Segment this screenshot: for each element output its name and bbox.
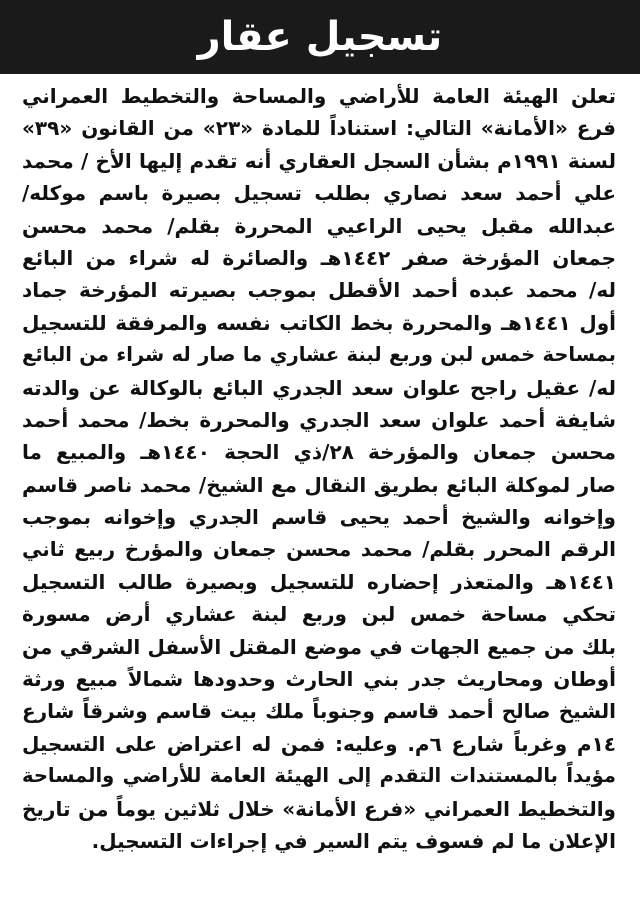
notice-line: وإخوانه والشيخ أحمد يحيى قاسم الجدري وإخوانه بموجب bbox=[22, 505, 616, 530]
notice-body bbox=[22, 80, 616, 857]
notice-line: أول ١٤٤١هـ والمحررة بخط الكاتب نفسه والمرفقة للتسجيل bbox=[22, 310, 616, 335]
notice-line: بلك من جميع الجهات في موضع المقتل الأسفل الشرقي من bbox=[22, 634, 616, 659]
notice-line: والتخطيط العمراني «فرع الأمانة» خلال ثلاثين يوماً من تاريخ bbox=[22, 796, 616, 821]
notice-line: صار لموكلة البائع بطريق النقال مع الشيخ/ محمد ناصر قاسم bbox=[22, 472, 616, 497]
notice-line: علي أحمد سعد نصاري بطلب تسجيل بصيرة باسم موكله/ bbox=[22, 181, 616, 206]
notice-line: له/ عقيل راجح علوان سعد الجدري البائع بالوكالة عن والدته bbox=[22, 375, 616, 400]
notice-line: له/ محمد عبده أحمد الأقطل بموجب بصيرته المؤرخة جماد bbox=[22, 278, 616, 303]
notice-line: فرع «الأمانة» التالي: استناداً للمادة «٢٣» من القانون «٣٩» bbox=[22, 116, 616, 141]
notice-line: ١٤م وغرباً شارع ٦م. وعليه: فمن له اعتراض على التسجيل bbox=[22, 731, 616, 756]
notice-line: جمعان المؤرخة صفر ١٤٤٢هـ والصائرة له شراء من البائع bbox=[22, 245, 616, 270]
notice-line: الشيخ صالح أحمد قاسم وجنوباً ملك بيت قاسم وشرقاً شارع bbox=[22, 699, 616, 724]
notice-title: تسجيل عقار bbox=[197, 14, 443, 60]
notice-line: تعلن الهيئة العامة للأراضي والمساحة والتخطيط العمراني bbox=[22, 84, 616, 108]
notice-header bbox=[0, 0, 640, 74]
notice-line: ١٤٤١هـ والمتعذر إحضاره للتسجيل وبصيرة طالب التسجيل bbox=[22, 569, 616, 594]
notice-line: الرقم المحرر بقلم/ محمد محسن جمعان والمؤرخ ربيع ثاني bbox=[22, 537, 616, 562]
notice-line: شايفة أحمد علوان سعد الجدري والمحررة بخط/ محمد أحمد bbox=[22, 407, 616, 432]
notice-line: أوطان ومحاريث جدر بني الحارث وحدودها شمالاً مبيع ورثة bbox=[22, 667, 616, 692]
notice-line: عبدالله مقبل يحيى الراعيي المحررة بقلم/ محمد محسن bbox=[22, 213, 616, 238]
notice-line: مؤيداً بالمستندات التقدم إلى الهيئة العامة للأراضي والمساحة bbox=[22, 764, 616, 788]
notice-line: محسن جمعان والمؤرخة ٢٨/ذي الحجة ١٤٤٠هـ والمبيع ما bbox=[22, 440, 616, 465]
notice-line: الإعلان ما لم فسوف يتم السير في إجراءات التسجيل. bbox=[91, 828, 616, 853]
notice-line: لسنة ١٩٩١م بشأن السجل العقاري أنه تقدم إليها الأخ / محمد bbox=[22, 148, 616, 173]
notice-line: تحكي مساحة خمس لبن وربع لبنة عشاري أرض مسورة bbox=[22, 602, 616, 627]
notice-line: بمساحة خمس لبن وربع لبنة عشاري ما صار له شراء من البائع bbox=[22, 343, 616, 367]
